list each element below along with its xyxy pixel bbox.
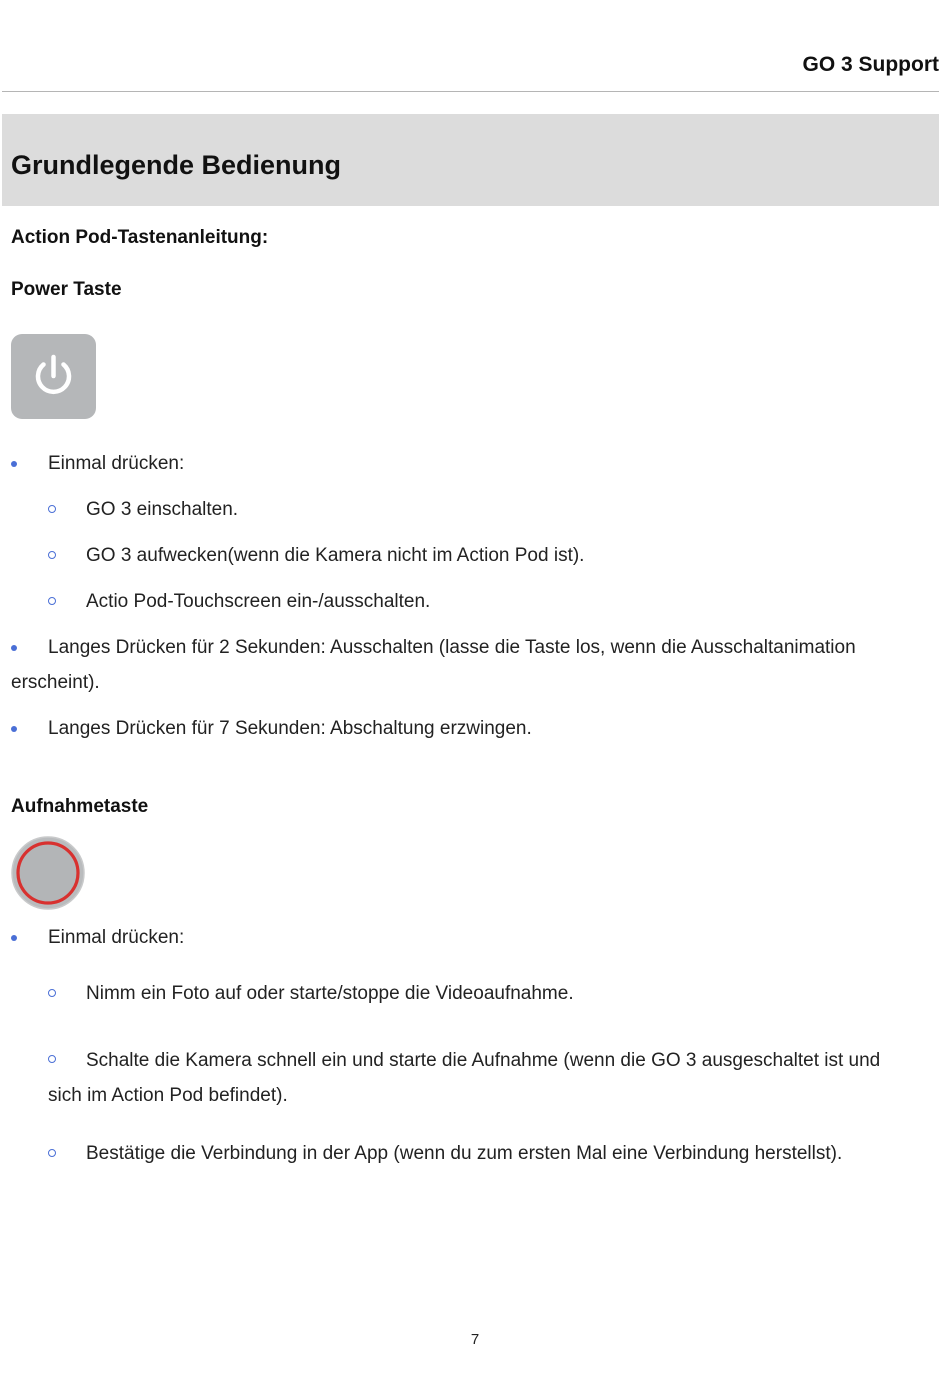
list-item: Langes Drücken für 2 Sekunden: Ausschalten (lasse die Taste los, wenn die Ausschaltanimation erscheint). bbox=[11, 637, 856, 693]
list-item: Langes Drücken für 7 Sekunden: Abschaltung erzwingen. bbox=[48, 718, 532, 739]
list-item: Bestätige die Verbindung in der App (wenn du zum ersten Mal eine Verbindung herstellst). bbox=[86, 1143, 843, 1164]
page-number: 7 bbox=[470, 1331, 480, 1348]
circle-bullet-icon bbox=[48, 551, 56, 559]
list-item: Einmal drücken: bbox=[48, 927, 185, 948]
list-item: Einmal drücken: bbox=[48, 453, 185, 474]
circle-bullet-icon bbox=[48, 597, 56, 605]
power-icon bbox=[11, 334, 96, 419]
list-item: Actio Pod-Touchscreen ein-/ausschalten. bbox=[86, 591, 431, 612]
list-item: Schalte die Kamera schnell ein und starte die Aufnahme (wenn die GO 3 ausgeschaltet ist und sich im Action Pod befindet). bbox=[48, 1050, 881, 1106]
circle-bullet-icon bbox=[48, 1149, 56, 1157]
header-title: GO 3 Support bbox=[802, 53, 939, 76]
circle-bullet-icon bbox=[48, 989, 56, 997]
power-heading: Power Taste bbox=[11, 279, 122, 300]
bullet-icon bbox=[11, 935, 17, 941]
list-item: GO 3 aufwecken(wenn die Kamera nicht im Action Pod ist). bbox=[86, 545, 585, 566]
bullet-icon bbox=[11, 461, 17, 467]
guide-heading: Action Pod-Tastenanleitung: bbox=[11, 227, 269, 248]
list-item: GO 3 einschalten. bbox=[86, 499, 239, 520]
header-divider bbox=[2, 91, 939, 92]
bullet-icon bbox=[11, 726, 17, 732]
record-heading: Aufnahmetaste bbox=[11, 796, 149, 817]
record-button-icon bbox=[11, 836, 85, 910]
circle-bullet-icon bbox=[48, 505, 56, 513]
list-item: Nimm ein Foto auf oder starte/stoppe die Videoaufnahme. bbox=[86, 983, 574, 1004]
section-title: Grundlegende Bedienung bbox=[11, 150, 342, 180]
